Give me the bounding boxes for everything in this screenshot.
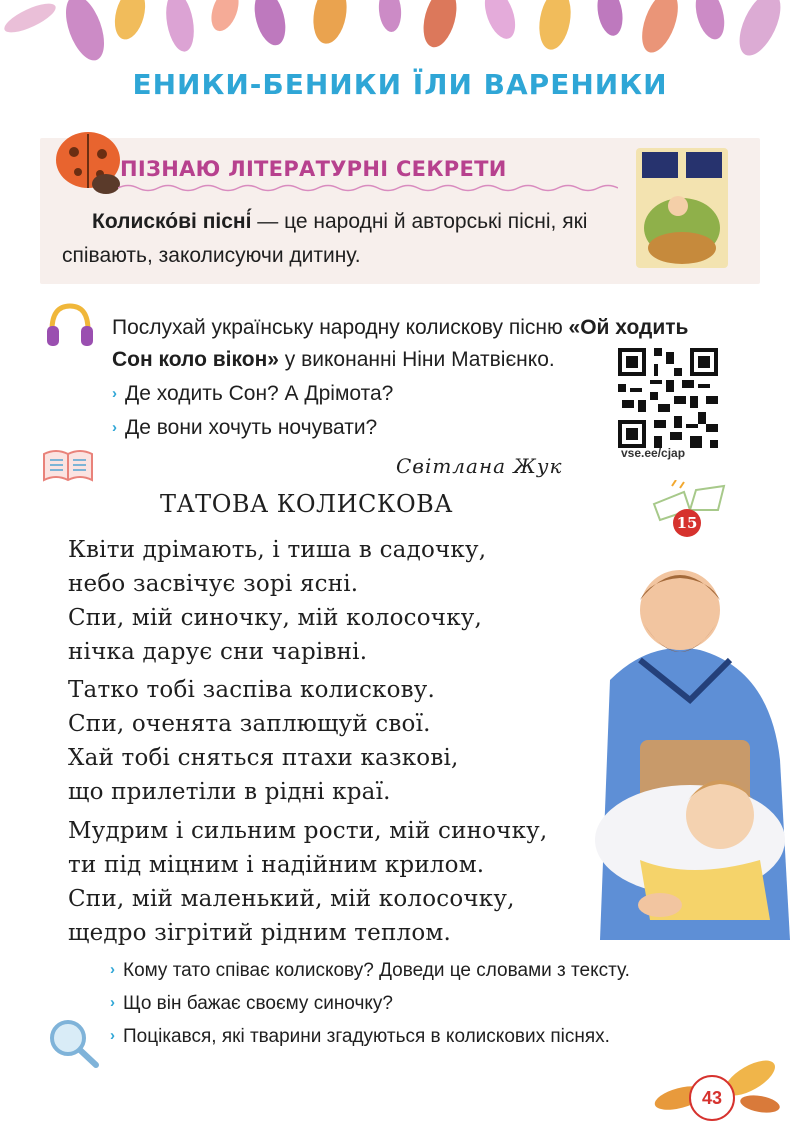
audio-track-badge[interactable]: 15 — [673, 509, 701, 537]
poem-author: Світлана Жук — [396, 454, 563, 478]
poem-stanza-2 — [68, 673, 459, 809]
qr-code[interactable] — [618, 348, 718, 448]
bullet-arrow-icon: › — [110, 1027, 115, 1044]
bullet-arrow-icon: › — [112, 419, 117, 436]
page-number: 43 — [689, 1075, 735, 1121]
secret-definition — [62, 205, 622, 273]
definition-text: — це народні й авторські пісні, які співають, заколисуючи дитину. — [62, 210, 588, 267]
poem-line: небо засвічує зорі ясні. — [68, 571, 359, 597]
term: Колиско́ві пісні́ — [92, 210, 252, 233]
question-item: › Де ходить Сон? А Дрімота? — [112, 382, 394, 405]
task-item: › Поцікався, які тварини згадуються в колискових піснях. — [110, 1026, 610, 1047]
tasks-list — [110, 955, 630, 1054]
task-item: › Що він бажає своєму синочку? — [110, 993, 393, 1014]
page-title: ЕНИКИ-БЕНИКИ ЇЛИ ВАРЕНИКИ — [132, 68, 668, 101]
poem-line: нічка дарує сни чарівні. — [68, 639, 368, 665]
father-son-illustration — [580, 560, 795, 950]
bullet-arrow-icon: › — [112, 385, 117, 402]
secrets-heading: ПІЗНАЮ ЛІТЕРАТУРНІ СЕКРЕТИ — [120, 157, 507, 181]
question-item: › Де вони хочуть ночувати? — [112, 416, 378, 439]
qr-url[interactable]: vse.ee/cjap — [621, 446, 686, 460]
poem-line: що прилетіли в рідні краї. — [68, 779, 391, 805]
poem-line: Спи, мій маленький, мій колосочку, — [68, 886, 515, 912]
poem-line: щедро зігрітий рідним теплом. — [68, 920, 451, 946]
bullet-arrow-icon: › — [110, 961, 115, 978]
poem-line: Хай тобі сняться птахи казкові, — [68, 745, 459, 771]
poem-line: ти під міцним і надійним крилом. — [68, 852, 485, 878]
task-item: › Кому тато співає колискову? Доведи це словами з тексту. — [110, 960, 630, 981]
song-title: «Ой ходить Сон коло вікон» — [112, 316, 689, 371]
poem-stanza-3 — [68, 814, 547, 950]
lullaby-illustration — [636, 148, 728, 268]
poem-line: Квіти дрімають, і тиша в садочку, — [68, 537, 487, 563]
performer: у виконанні Ніни Матвієнко. — [278, 348, 555, 371]
poem-line: Татко тобі заспіва колискову. — [68, 677, 436, 703]
ladybug-icon — [48, 118, 128, 198]
poem-stanza-1 — [68, 533, 486, 669]
wavy-divider — [118, 183, 618, 193]
listen-intro: Послухай українську народну колискову пісню — [112, 316, 569, 339]
poem-line: Мудрим і сильним рости, мій синочку, — [68, 818, 548, 844]
leaves-decoration — [0, 0, 800, 64]
poem-line: Спи, мій синочку, мій колосочку, — [68, 605, 483, 631]
open-book-icon — [42, 448, 94, 484]
headphones-icon — [44, 300, 96, 348]
poem-line: Спи, оченята заплющуй свої. — [68, 711, 431, 737]
bullet-arrow-icon: › — [110, 994, 115, 1011]
magnifier-icon — [48, 1018, 100, 1068]
poem-title: ТАТОВА КОЛИСКОВА — [160, 490, 453, 518]
